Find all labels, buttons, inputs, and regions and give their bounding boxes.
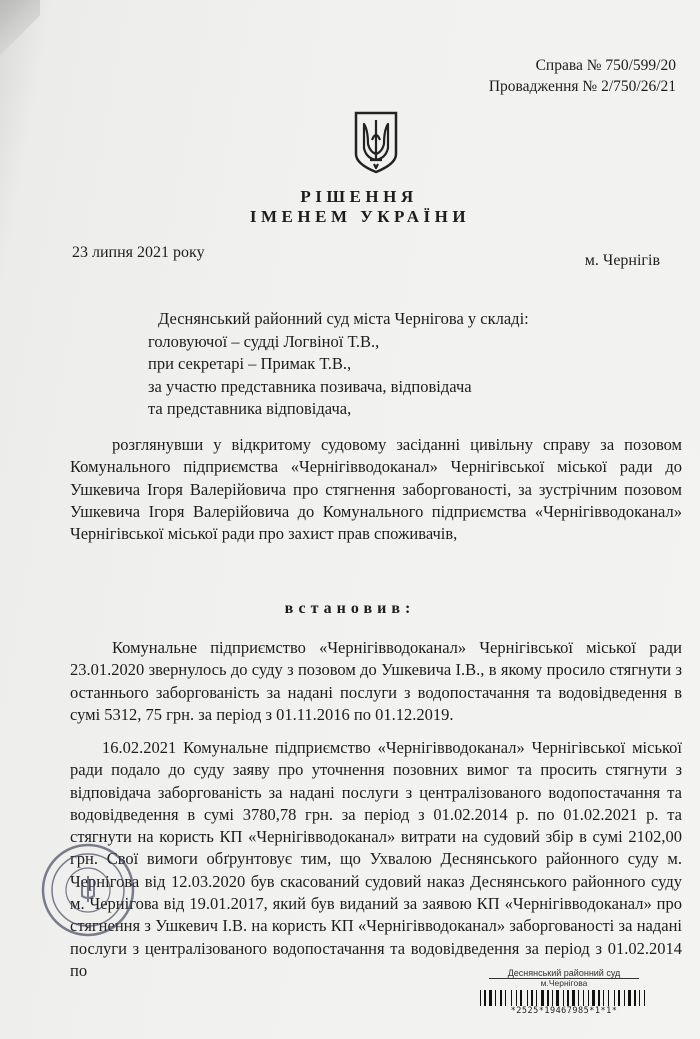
barcode-bar — [500, 990, 502, 1006]
barcode-city: м.Чернігова — [489, 978, 639, 988]
decision-title: РІШЕННЯ — [300, 187, 418, 206]
barcode-bar — [536, 990, 537, 1006]
barcode-bar — [616, 990, 617, 1006]
barcode-bar — [583, 990, 584, 1006]
barcode-bar — [531, 990, 533, 1006]
barcode-bar — [505, 990, 506, 1006]
barcode-bar — [541, 990, 544, 1006]
barcode-bar — [596, 990, 597, 1006]
barcode-bar — [646, 990, 647, 1006]
barcode-bar — [484, 990, 486, 1006]
intro-paragraph: розглянувши у відкритому судовому засіданні цивільну справу за позовом Комунального підприємства «Чернігівводоканал» Чернігівської міської ради до Ушкевича Ігоря Валерійовича про стягнення заборгованості, за зустрічним позовом Ушкевича Ігоря Валерійовича до Комунального підприємства «Чернігівводоканал» Чернігівської міської ради про захист прав споживачів, — [70, 435, 682, 544]
court-line: головуючої – судді Логвіної Т.В., — [148, 331, 380, 351]
barcode-bar — [614, 990, 615, 1006]
barcode-bar — [578, 990, 579, 1006]
barcode-bar — [563, 990, 564, 1006]
barcode-bar — [565, 990, 566, 1006]
page-fold-shadow — [0, 0, 40, 60]
decision-subtitle: ІМЕНЕМ УКРАЇНИ — [249, 207, 471, 226]
decision-date: 23 липня 2021 року — [72, 244, 205, 261]
barcode-bar — [534, 990, 535, 1006]
barcode-bar — [588, 990, 589, 1006]
court-seal-stamp — [40, 842, 136, 938]
barcode-bar — [523, 990, 526, 1006]
barcode-bar — [592, 990, 595, 1006]
barcode-bar — [610, 990, 613, 1006]
barcode-bar — [576, 990, 577, 1006]
barcode-bar — [527, 990, 528, 1006]
barcode-bar — [585, 990, 587, 1006]
barcode-bar — [503, 990, 504, 1006]
barcode-bar — [632, 990, 633, 1006]
barcode-bar — [644, 990, 645, 1006]
barcode-bar — [626, 990, 627, 1006]
barcode-bar — [590, 990, 591, 1006]
trident-emblem-icon — [352, 110, 400, 174]
barcode-bar — [634, 990, 636, 1006]
barcode-label — [444, 968, 684, 1016]
barcode-bar — [538, 990, 540, 1006]
barcode-bar — [554, 990, 555, 1006]
decision-city: м. Чернігів — [584, 252, 660, 269]
barcode-bar — [601, 990, 602, 1006]
barcode-bar — [560, 990, 562, 1006]
court-line: Деснянський районний суд міста Чернігова у складі: — [158, 309, 529, 328]
established-heading: встановив: — [284, 600, 416, 617]
court-line: та представника відповідача, — [148, 399, 352, 418]
barcode-bar — [641, 990, 643, 1006]
barcode-bar — [556, 990, 559, 1006]
barcode-bar — [637, 990, 638, 1006]
barcode-bar — [603, 990, 604, 1006]
barcode-bar — [520, 990, 522, 1006]
barcode-bar — [628, 990, 631, 1006]
barcode-bar — [513, 990, 515, 1006]
barcode-bar — [605, 990, 607, 1006]
barcode-bar — [507, 990, 510, 1006]
barcode-bar — [639, 990, 640, 1006]
barcode-bar — [621, 990, 623, 1006]
barcode-bar — [572, 990, 575, 1006]
barcode-bar — [618, 990, 620, 1006]
barcode-bar — [497, 990, 499, 1006]
barcode-bar — [480, 990, 481, 1006]
court-line: за участю представника позивача, відповідача — [148, 376, 472, 396]
proceeding-number: Провадження № 2/750/26/21 — [488, 78, 676, 95]
court-line: при секретарі – Примак Т.В., — [148, 354, 352, 373]
barcode-bar — [567, 990, 569, 1006]
paragraph-clarification: 16.02.2021 Комунальне підприємство «Чернігівводоканал» Чернігівської міської ради подало до суду заяву про уточнення позовних вимог та просить стягнути з відповідача заборгованість за надані послуги з централізованого водопостачання та водовідведення в сумі 3780,78 грн. за період з 01.02.2014 р. по 01.02.2021 р. та стягнути на користь КП «Чернігівводоканал» витрати на судовий збір в сумі 2102,00 грн. Свої вимоги обґрунтовує тим, що Ухвалою Деснянського районного суду м. Чернігова від 12.03.2020 був скасований судовий наказ Деснянського районного суду м. Чернігова від 19.01.2017, який був виданий за заявою КП «Чернігівводоканал» про стягнення з Ушкевич І.В. на користь КП «Чернігівводоканал» заборгованості за надані послуги з централізованого водопостачання та водовідведення за період з 01.02.2014 по — [70, 738, 682, 980]
barcode-bar — [511, 990, 512, 1006]
barcode-bar — [495, 990, 496, 1006]
barcode-bar — [493, 990, 494, 1006]
barcode-bar — [547, 990, 549, 1006]
barcode-bar — [545, 990, 546, 1006]
barcode-bar — [570, 990, 571, 1006]
barcode-bar — [489, 990, 492, 1006]
barcode-bar — [487, 990, 488, 1006]
barcode-bar — [482, 990, 483, 1006]
barcode-bar — [516, 990, 517, 1006]
barcode-bar — [518, 990, 519, 1006]
barcode-bar — [552, 990, 553, 1006]
barcode-court: Деснянський районний суд — [507, 968, 621, 978]
court-composition — [148, 308, 529, 421]
case-reference — [489, 55, 676, 97]
barcode-bar — [598, 990, 600, 1006]
case-number: Справа № 750/599/20 — [535, 57, 676, 74]
barcode-bars — [444, 990, 684, 1006]
paragraph-claim: Комунальне підприємство «Чернігівводоканал» Чернігівської міської ради 23.01.2020 звернулось до суду з позовом до Ушкевича І.В., в якому просило стягнути з останнього заборгованість за надані послуги з водопостачання та водовідведення в сумі 5312, 75 грн. за період з 01.11.2016 по 01.12.2019. — [70, 638, 682, 724]
barcode-bar — [624, 990, 625, 1006]
barcode-bar — [529, 990, 530, 1006]
barcode-number: *2525*19467985*1*1* — [510, 1006, 618, 1016]
barcode-bar — [580, 990, 582, 1006]
barcode-bar — [550, 990, 551, 1006]
barcode-bar — [608, 990, 609, 1006]
